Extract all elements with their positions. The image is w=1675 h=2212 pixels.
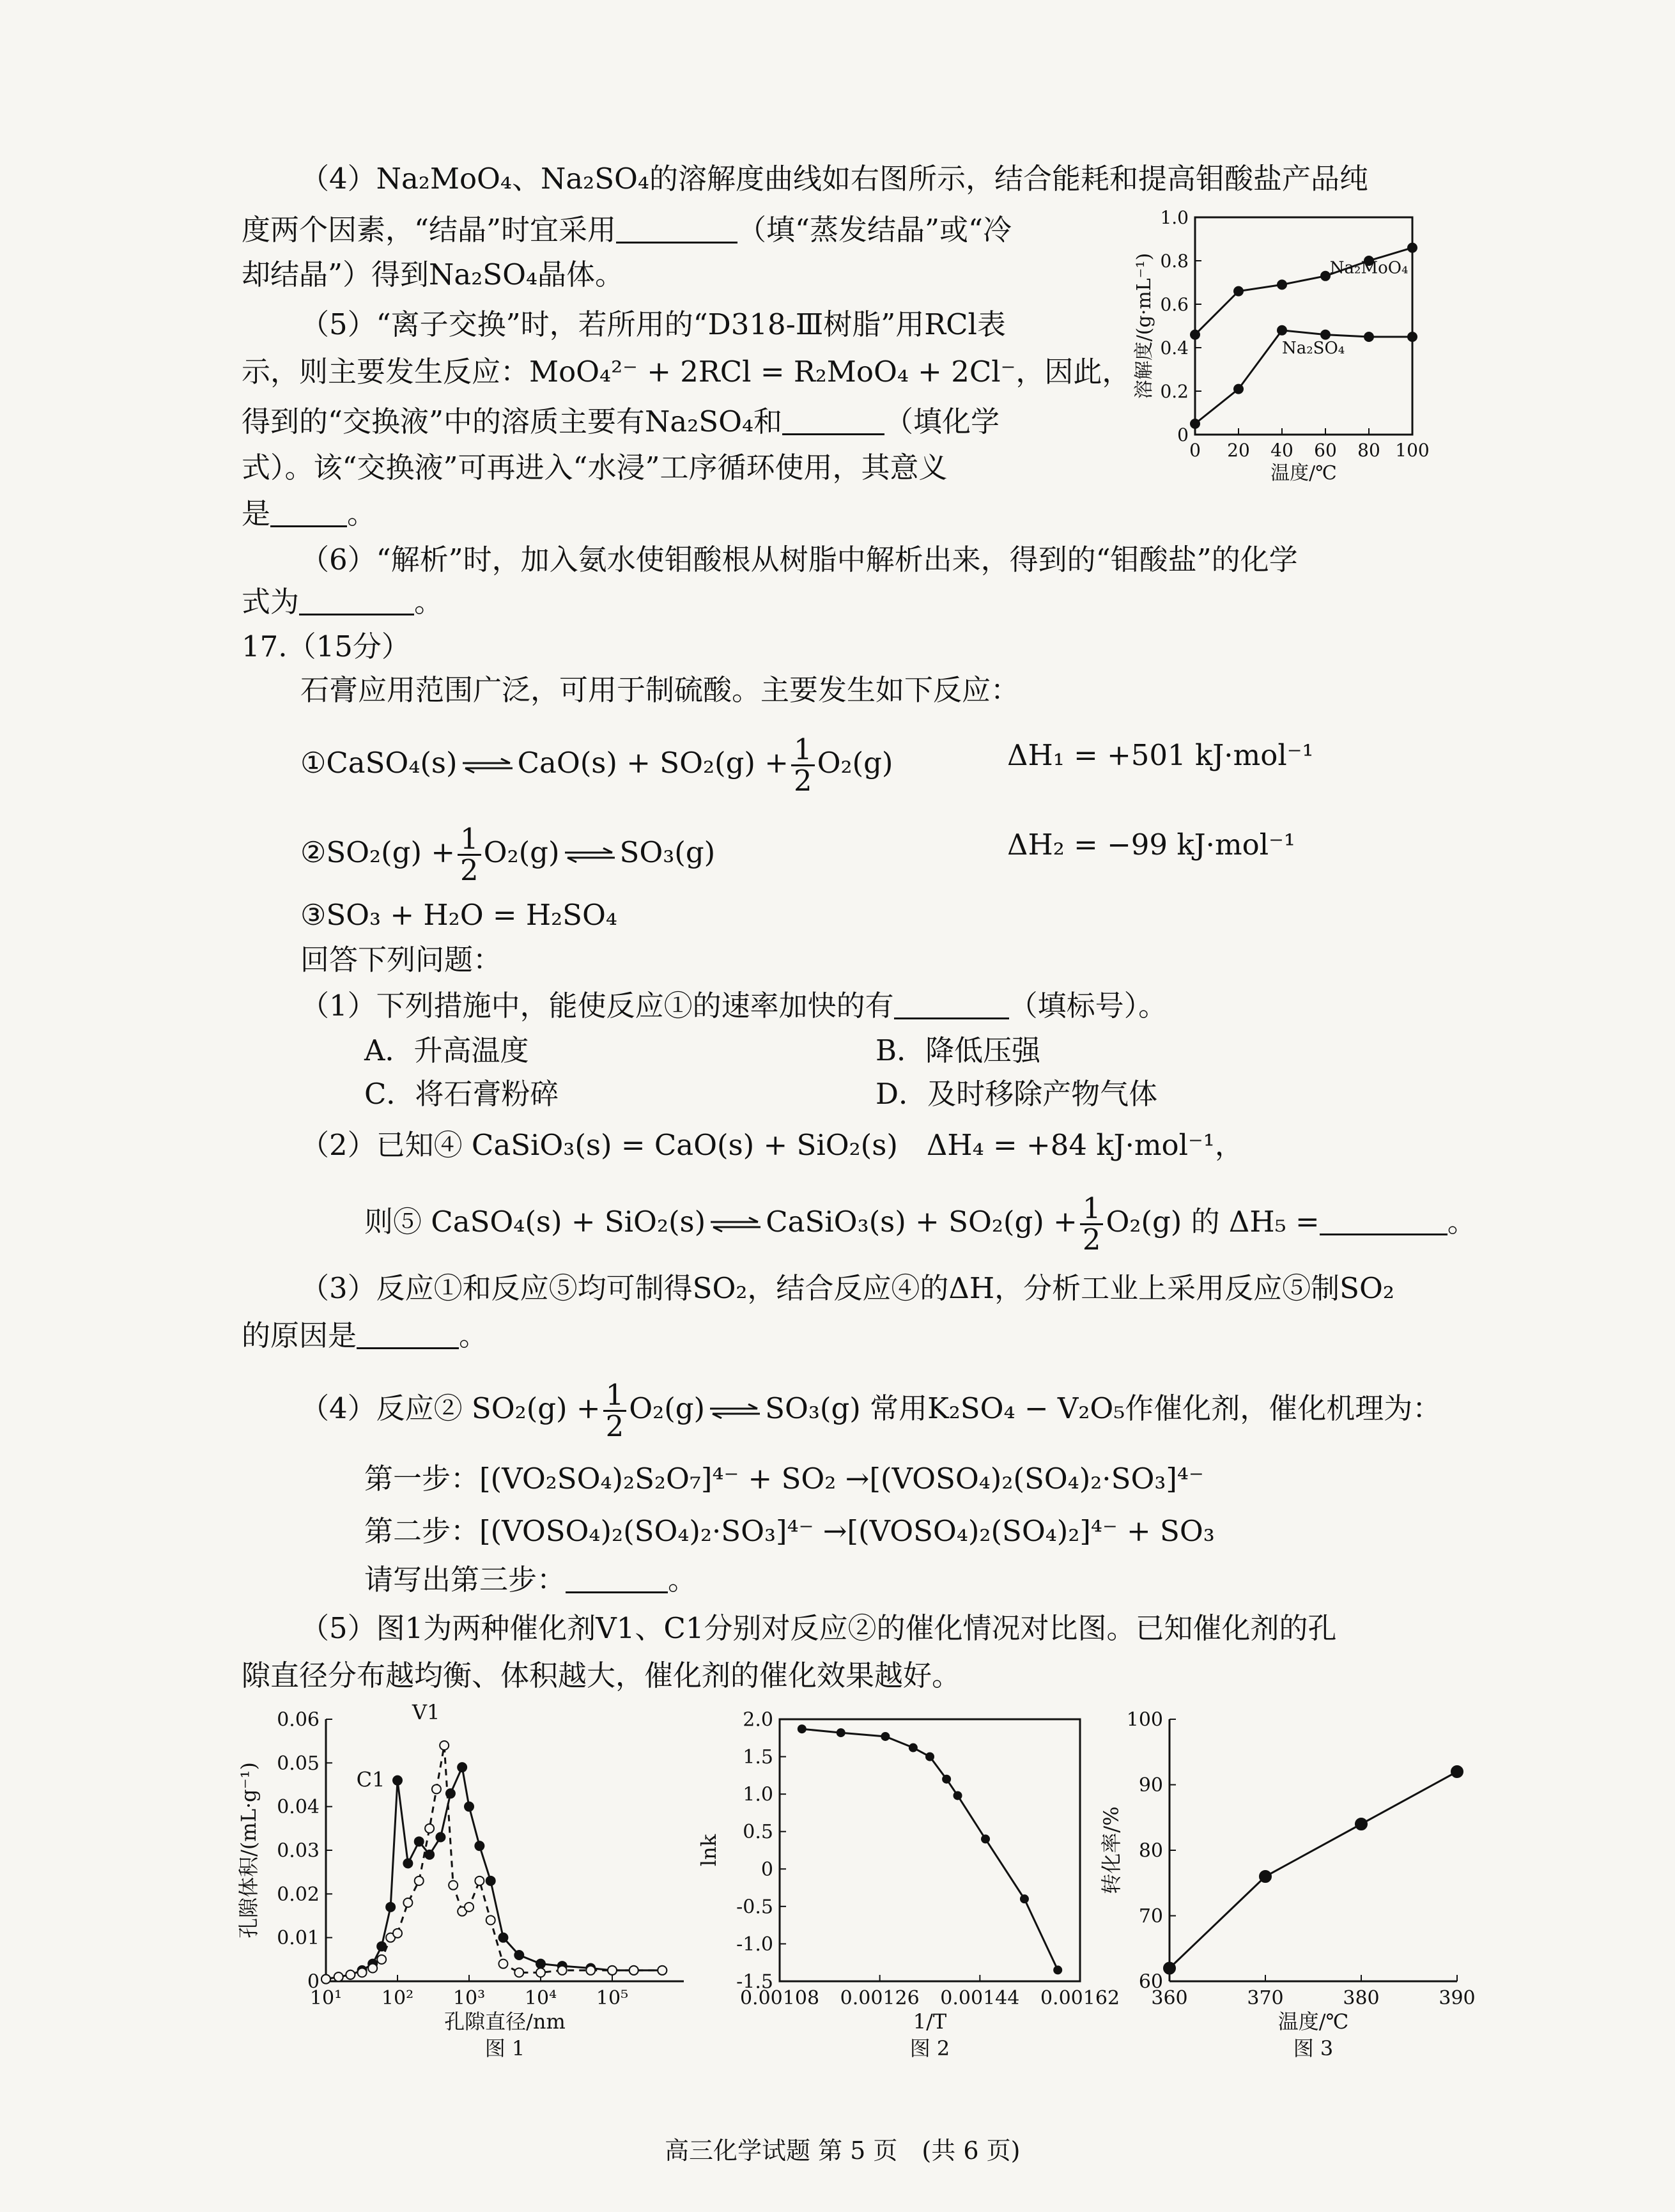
q16-p4-line2: 度两个因素，“结晶”时宜采用 （填“蒸发结晶”或“冷 — [242, 213, 1012, 247]
data-point — [386, 1903, 395, 1912]
sub-question-5-line1: （5）图1为两种催化剂V1、C1分别对反应②的催化情况对比图。已知催化剂的孔 — [300, 1611, 1337, 1645]
q16-p6-line2: 式为 。 — [242, 585, 444, 619]
x-tick-label: 0.00144 — [940, 1987, 1020, 2009]
data-point — [608, 1966, 617, 1975]
x-tick-label: 40 — [1270, 440, 1293, 461]
answer-blank[interactable] — [616, 212, 737, 244]
x-tick-label: 370 — [1247, 1987, 1284, 2009]
q16-p5-line3: 得到的“交换液”中的溶质主要有Na₂SO₄和 （填化学 — [242, 405, 1000, 438]
data-point — [415, 1876, 424, 1885]
sub-question-2-line1: （2）已知④ CaSiO₃(s) = CaO(s) + SiO₂(s) ΔH₄ = +84 kJ·mol⁻¹， — [300, 1128, 1244, 1162]
y-tick-label: -1.5 — [736, 1970, 773, 1993]
x-tick-label: 100 — [1395, 440, 1430, 461]
sub-question-5-line2: 隙直径分布越均衡、体积越大，催化剂的催化效果越好。 — [242, 1659, 961, 1692]
data-point — [1191, 330, 1200, 339]
option-d[interactable]: D．及时移除产物气体 — [876, 1077, 1158, 1111]
data-point — [486, 1915, 495, 1924]
data-point — [449, 1881, 458, 1890]
fraction-half: $\frac{1}{2}$ — [1080, 1194, 1104, 1255]
equilibrium-arrow-icon — [711, 1217, 760, 1232]
data-point — [1021, 1895, 1028, 1903]
reaction-2: ②SO₂(g) + $\frac{1}{2}$ O₂(g) SO₃(g) — [300, 822, 716, 887]
data-point — [403, 1898, 412, 1907]
y-axis-label: 溶解度/(g·mL⁻¹) — [1133, 252, 1155, 399]
chart-title: 图 1 — [484, 2036, 525, 2061]
x-tick-label: 10² — [381, 1987, 414, 2009]
q16-p5-line4: 式）。该“交换液”可再进入“水浸”工序循环使用，其意义 — [242, 451, 948, 484]
equilibrium-arrow-icon — [463, 758, 513, 773]
x-tick-label: 390 — [1439, 1987, 1476, 2009]
sub-question-3-line2: 的原因是 。 — [242, 1319, 488, 1352]
mechanism-step-3: 请写出第三步： 。 — [364, 1563, 697, 1597]
y-tick-label: 80 — [1138, 1839, 1163, 1862]
y-tick-label: 0.5 — [743, 1821, 773, 1844]
y-tick-label: 60 — [1138, 1970, 1163, 1993]
data-point — [837, 1729, 845, 1736]
answer-blank[interactable] — [566, 1562, 668, 1593]
x-axis-label: 孔隙直径/nm — [444, 2009, 566, 2034]
y-tick-label: -1.0 — [736, 1933, 773, 1956]
y-tick-label: 1.0 — [743, 1783, 773, 1806]
data-point — [514, 1951, 523, 1960]
answer-blank[interactable] — [357, 1318, 459, 1349]
data-point — [1277, 280, 1286, 289]
series-label: V1 — [412, 1700, 440, 1724]
x-axis-label: 温度/℃ — [1270, 462, 1337, 484]
y-tick-label: 0 — [1177, 424, 1189, 445]
y-tick-label: 90 — [1138, 1774, 1163, 1797]
data-point — [425, 1850, 434, 1859]
reaction-1: ①CaSO₄(s) CaO(s) + SO₂(g) + $\frac{1}{2}$ O₂(g) — [300, 732, 893, 798]
figure-2-lnk-chart — [690, 1700, 1138, 2084]
y-tick-label: 70 — [1138, 1905, 1163, 1928]
data-point — [943, 1775, 950, 1783]
q17-header: 17.（15分） — [242, 630, 410, 663]
y-tick-label: -0.5 — [736, 1896, 773, 1919]
y-tick-label: 0 — [760, 1858, 773, 1881]
mechanism-step-2: 第二步：[(VOSO₄)₂(SO₄)₂·SO₃]⁴⁻ →[(VOSO₄)₂(SO₄)₂]⁴⁻ + SO₃ — [364, 1514, 1215, 1548]
data-point — [658, 1966, 667, 1975]
y-tick-label: 0.2 — [1160, 380, 1189, 402]
x-tick-label: 0.00126 — [840, 1987, 920, 2009]
data-point — [1191, 419, 1200, 428]
y-tick-label: 1.5 — [743, 1746, 773, 1769]
data-point — [1408, 332, 1417, 341]
data-point — [1451, 1766, 1463, 1777]
q16-p5-line1: （5）“离子交换”时，若所用的“D318-Ⅲ树脂”用RCl表 — [300, 307, 1006, 341]
data-point — [475, 1841, 484, 1850]
data-point — [393, 1929, 402, 1938]
data-point — [1408, 244, 1417, 252]
data-point — [982, 1835, 989, 1843]
sub-question-2-line2: 则⑤ CaSO₄(s) + SiO₂(s) CaSiO₃(s) + SO₂(g) + $\frac{1}{2}$ O₂(g) 的 ΔH₅ = 。 — [364, 1191, 1476, 1257]
q16-p5-line5: 是 。 — [242, 497, 376, 530]
equilibrium-arrow-icon — [565, 847, 615, 863]
y-tick-label: 0.4 — [1160, 337, 1189, 359]
data-point — [403, 1859, 412, 1868]
x-axis-label: 温度/℃ — [1277, 2009, 1349, 2034]
data-point — [465, 1802, 474, 1811]
data-point — [926, 1753, 934, 1761]
equilibrium-arrow-icon — [710, 1404, 760, 1419]
y-axis-label: 孔隙体积/(mL·g⁻¹) — [236, 1762, 261, 1938]
x-tick-label: 0.00108 — [739, 1987, 820, 2009]
data-point — [377, 1955, 386, 1964]
chart-title: 图 3 — [1293, 2036, 1334, 2061]
y-tick-label: 0.02 — [277, 1883, 320, 1906]
data-point — [1234, 287, 1243, 296]
chart-title: 图 2 — [909, 2036, 950, 2061]
option-c[interactable]: C．将石膏粉碎 — [364, 1077, 559, 1111]
data-point — [432, 1784, 441, 1793]
data-point — [1054, 1966, 1061, 1974]
data-point — [465, 1903, 474, 1912]
x-tick-label: 10¹ — [309, 1987, 343, 2009]
data-point — [425, 1824, 434, 1833]
data-point — [798, 1725, 806, 1733]
answer-blank[interactable] — [894, 988, 1009, 1019]
sub-question-1: （1）下列措施中，能使反应①的速率加快的有 （填标号）。 — [300, 989, 1168, 1023]
data-point — [586, 1966, 595, 1975]
q16-p4-line1: （4）Na₂MoO₄、Na₂SO₄的溶解度曲线如右图所示，结合能耗和提高钼酸盐产品纯 — [300, 162, 1368, 196]
series-label: Na₂MoO₄ — [1329, 258, 1409, 278]
x-tick-label: 60 — [1314, 440, 1337, 461]
data-point — [321, 1975, 330, 1984]
option-b[interactable]: B．降低压强 — [876, 1033, 1041, 1067]
data-point — [498, 1933, 507, 1942]
x-tick-label: 0 — [1189, 440, 1201, 461]
y-axis-label: 转化率/% — [1099, 1806, 1123, 1894]
sub-question-4-line1: （4）反应② SO₂(g) + $\frac{1}{2}$ O₂(g) SO₃(g) 常用K₂SO₄ − V₂O₅作催化剂，催化机理为： — [300, 1378, 1442, 1443]
y-tick-label: 0.8 — [1160, 250, 1189, 272]
y-tick-label: 0.04 — [277, 1796, 320, 1819]
x-tick-label: 10⁴ — [524, 1987, 557, 2009]
x-tick-label: 10⁵ — [596, 1987, 629, 2009]
reaction-2-dh: ΔH₂ = −99 kJ·mol⁻¹ — [1007, 828, 1295, 862]
plot-frame — [1195, 217, 1412, 435]
data-point — [1321, 330, 1330, 339]
data-point — [1321, 272, 1330, 281]
figure-1-pore-chart — [230, 1700, 703, 2084]
q17-intro: 石膏应用范围广泛，可用于制硫酸。主要发生如下反应： — [300, 673, 1020, 707]
data-point — [415, 1837, 424, 1846]
data-point — [558, 1966, 567, 1975]
y-tick-label: 1.0 — [1160, 206, 1189, 228]
page-footer: 高三化学试题 第 5 页 (共 6 页) — [665, 2137, 1021, 2165]
x-axis-label: 1/T — [913, 2009, 947, 2034]
data-point — [1164, 1963, 1175, 1974]
series-line — [802, 1729, 1058, 1970]
x-tick-label: 380 — [1343, 1987, 1380, 2009]
data-point — [358, 1968, 367, 1977]
answer-blank[interactable] — [299, 584, 414, 615]
data-point — [536, 1960, 545, 1968]
series-label: Na₂SO₄ — [1282, 338, 1345, 358]
fraction-half: $\frac{1}{2}$ — [791, 735, 815, 796]
answer-prompt: 回答下列问题： — [300, 943, 502, 977]
y-axis-label: lnk — [697, 1834, 721, 1867]
y-tick-label: 0.06 — [277, 1708, 320, 1731]
answer-blank[interactable] — [1320, 1204, 1447, 1235]
option-a[interactable]: A．升高温度 — [364, 1033, 529, 1067]
figure-3-conversion-chart — [1099, 1700, 1495, 2084]
mechanism-step-1: 第一步：[(VO₂SO₄)₂S₂O₇]⁴⁻ + SO₂ →[(VOSO₄)₂(SO₄)₂·SO₃]⁴⁻ — [364, 1462, 1204, 1496]
data-point — [629, 1966, 638, 1975]
data-point — [514, 1968, 523, 1977]
y-tick-label: 100 — [1126, 1708, 1163, 1731]
data-point — [1364, 332, 1373, 341]
reaction-1-dh: ΔH₁ = +501 kJ·mol⁻¹ — [1007, 738, 1314, 772]
answer-blank[interactable] — [782, 404, 884, 435]
fraction-half: $\frac{1}{2}$ — [458, 824, 481, 885]
y-tick-label: 2.0 — [743, 1708, 773, 1731]
answer-blank[interactable] — [270, 496, 347, 527]
x-tick-label: 360 — [1151, 1987, 1188, 2009]
data-point — [334, 1972, 343, 1981]
data-point — [458, 1763, 467, 1772]
x-tick-label: 20 — [1227, 440, 1250, 461]
reaction-3: ③SO₃ + H₂O = H₂SO₄ — [300, 898, 617, 932]
x-tick-label: 80 — [1357, 440, 1380, 461]
data-point — [536, 1968, 545, 1977]
data-point — [1234, 385, 1243, 394]
data-point — [954, 1791, 962, 1799]
series-line — [326, 1767, 662, 1979]
solubility-chart — [1125, 192, 1457, 499]
data-point — [475, 1876, 484, 1885]
q16-p4-line3: 却结晶”）得到Na₂SO₄晶体。 — [242, 258, 624, 291]
data-point — [909, 1744, 917, 1752]
data-point — [440, 1741, 449, 1750]
x-tick-label: 0.00162 — [1040, 1987, 1120, 2009]
series-label: C1 — [356, 1767, 385, 1792]
y-tick-label: 0.05 — [277, 1752, 320, 1775]
data-point — [436, 1833, 445, 1842]
data-point — [393, 1776, 402, 1785]
y-tick-label: 0.01 — [277, 1927, 320, 1950]
y-tick-label: 0.6 — [1160, 293, 1189, 315]
x-tick-label: 10³ — [452, 1987, 486, 2009]
series-line — [1169, 1772, 1457, 1968]
fraction-half: $\frac{1}{2}$ — [603, 1381, 627, 1441]
sub-question-3-line1: （3）反应①和反应⑤均可制得SO₂，结合反应④的ΔH，分析工业上采用反应⑤制SO₂ — [300, 1271, 1394, 1305]
data-point — [1277, 326, 1286, 335]
data-point — [1260, 1871, 1271, 1882]
data-point — [881, 1733, 889, 1740]
data-point — [368, 1964, 377, 1973]
data-point — [498, 1960, 507, 1968]
y-tick-label: 0.03 — [277, 1839, 320, 1862]
y-tick-label: 0 — [307, 1970, 320, 1993]
data-point — [346, 1970, 355, 1979]
data-point — [1355, 1818, 1367, 1830]
q16-p5-line2: 示，则主要发生反应：MoO₄²⁻ + 2RCl = R₂MoO₄ + 2Cl⁻，因此， — [242, 355, 1131, 389]
data-point — [486, 1876, 495, 1885]
q16-p6-line1: （6）“解析”时，加入氨水使钼酸根从树脂中解析出来，得到的“钼酸盐”的化学 — [300, 543, 1298, 576]
